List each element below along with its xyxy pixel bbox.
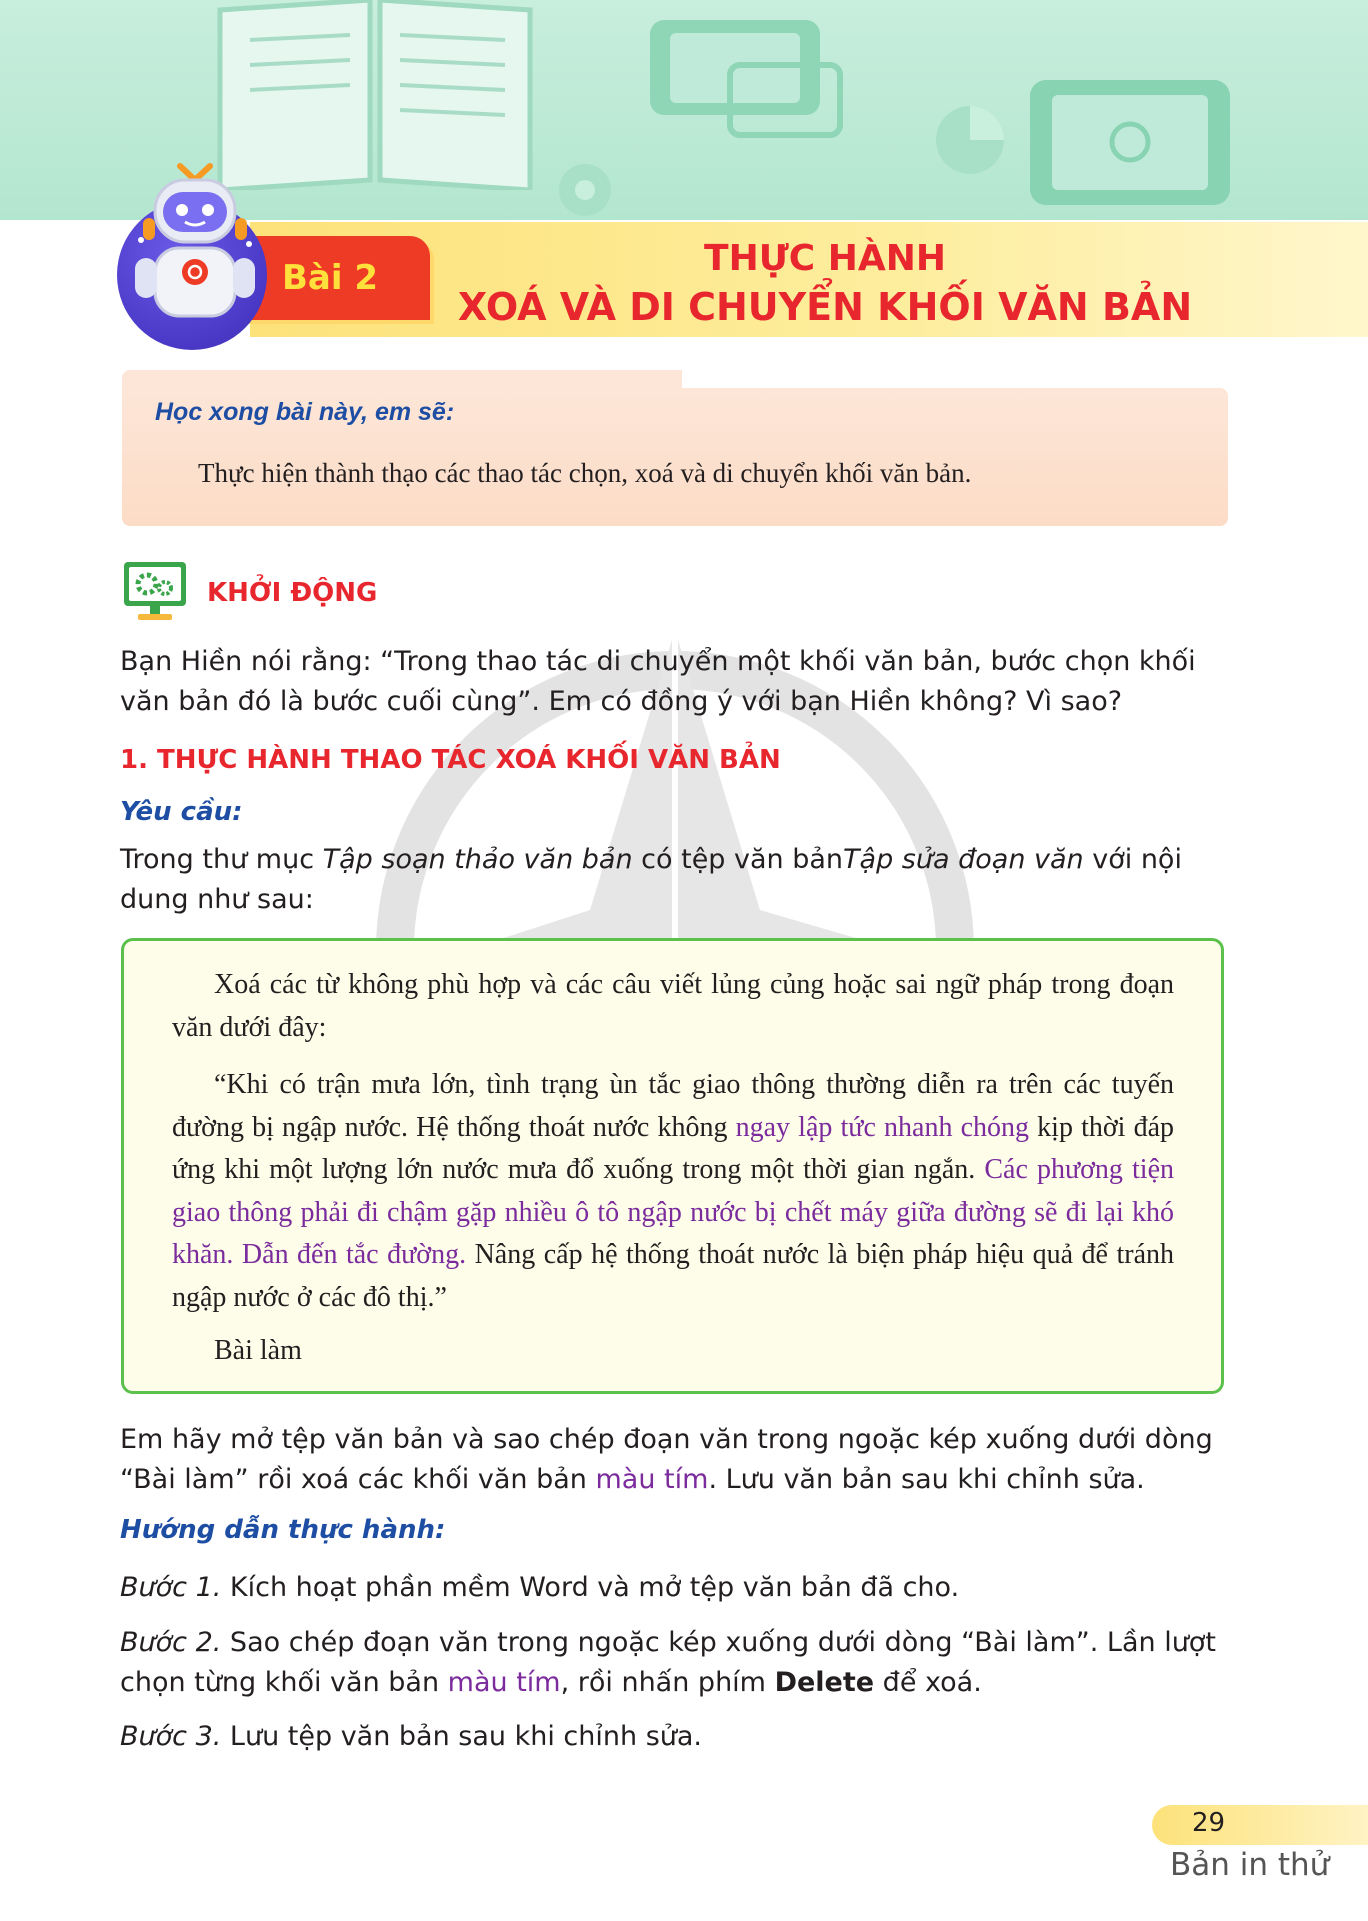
- trial-print-label: Bản in thử: [1170, 1847, 1330, 1883]
- section1-title: 1. THỰC HÀNH THAO TÁC XOÁ KHỐI VĂN BẢN: [120, 745, 781, 775]
- step-3: Bước 3. Lưu tệp văn bản sau khi chỉnh sửa.: [120, 1721, 703, 1752]
- tablet-illustration: [1010, 70, 1240, 220]
- warmup-text: Bạn Hiền nói rằng: “Trong thao tác di chuyển một khối văn bản, bước chọn khối văn bản đó là bước cuối cùng”. Em có đồng ý với bạn Hiền không? Vì sao?: [120, 646, 1196, 717]
- purple-text-block: ngay lập tức nhanh chóng: [735, 1111, 1030, 1143]
- exercise-paragraph: “Khi có trận mưa lớn, tình trạng ùn tắc giao thông thường diễn ra trên các tuyến đường bị ngập nước. Hệ thống thoát nước không ngay lập tức nhanh chóng kịp thời đáp ứng khi một lượng lớn nước mưa đổ xuống trong một thời gian ngắn. Các phương tiện giao thông phải đi chậm gặp nhiều ô tô ngập nước bị chết máy giữa đường sẽ đi lại khó khăn. Dẫn đến tắc đường. Nâng cấp hệ thống thoát nước là biện pháp hiệu quả để tránh ngập nước ở các đô thị.”: [172, 1069, 1175, 1313]
- gear-illustration: [545, 150, 625, 220]
- task-text: Em hãy mở tệp văn bản và sao chép đoạn văn trong ngoặc kép xuống dưới dòng “Bài làm” rồi xoá các khối văn bản màu tím. Lưu văn bản sau khi chỉnh sửa.: [120, 1424, 1213, 1495]
- file-name: Tập sửa đoạn văn: [843, 844, 1084, 875]
- robot-mascot-icon: [125, 158, 265, 338]
- page-number: 29: [1192, 1808, 1226, 1838]
- purple-text-block: Các phương tiện giao thông phải đi chậm gặp nhiều ô tô ngập nước bị chết máy giữa đường sẽ đi lại khó khăn. Dẫn đến tắc đường.: [172, 1154, 1174, 1270]
- warmup-title: KHỞI ĐỘNG: [207, 578, 378, 608]
- phone-illustration: [620, 5, 850, 145]
- objectives-text: Thực hiện thành thạo các thao tác chọn, xoá và di chuyển khối văn bản.: [198, 458, 972, 488]
- guide-label: Hướng dẫn thực hành:: [120, 1515, 446, 1545]
- requirement-label: Yêu cầu:: [120, 797, 243, 827]
- delete-key-label: Delete: [774, 1667, 875, 1698]
- pie-chart-illustration: [930, 100, 1010, 180]
- objectives-heading: Học xong bài này, em sẽ:: [155, 398, 455, 426]
- warmup-computer-gear-icon: [122, 558, 188, 624]
- lesson-title-line2: XOÁ VÀ DI CHUYỂN KHỐI VĂN BẢN: [457, 285, 1193, 329]
- page-number-pill: [1152, 1805, 1368, 1845]
- step-2: Bước 2. Sao chép đoạn văn trong ngoặc kép xuống dưới dòng “Bài làm”. Lần lượt chọn từng khối văn bản màu tím, rồi nhấn phím Delete để xoá.: [120, 1627, 1216, 1698]
- lesson-title-line1: THỰC HÀNH: [704, 238, 946, 279]
- answer-label: Bài làm: [214, 1335, 302, 1366]
- step-1: Bước 1. Kích hoạt phần mềm Word và mở tệp văn bản đã cho.: [120, 1572, 960, 1603]
- lesson-number-label: Bài 2: [281, 258, 378, 298]
- requirement-text: Trong thư mục Tập soạn thảo văn bản có tệp văn bảnTập sửa đoạn văn với nội dung như sau:: [120, 844, 1182, 915]
- folder-name: Tập soạn thảo văn bản: [322, 844, 633, 875]
- exercise-instruction: Xoá các từ không phù hợp và các câu viết lủng củng hoặc sai ngữ pháp trong đoạn văn dưới đây:: [172, 969, 1174, 1043]
